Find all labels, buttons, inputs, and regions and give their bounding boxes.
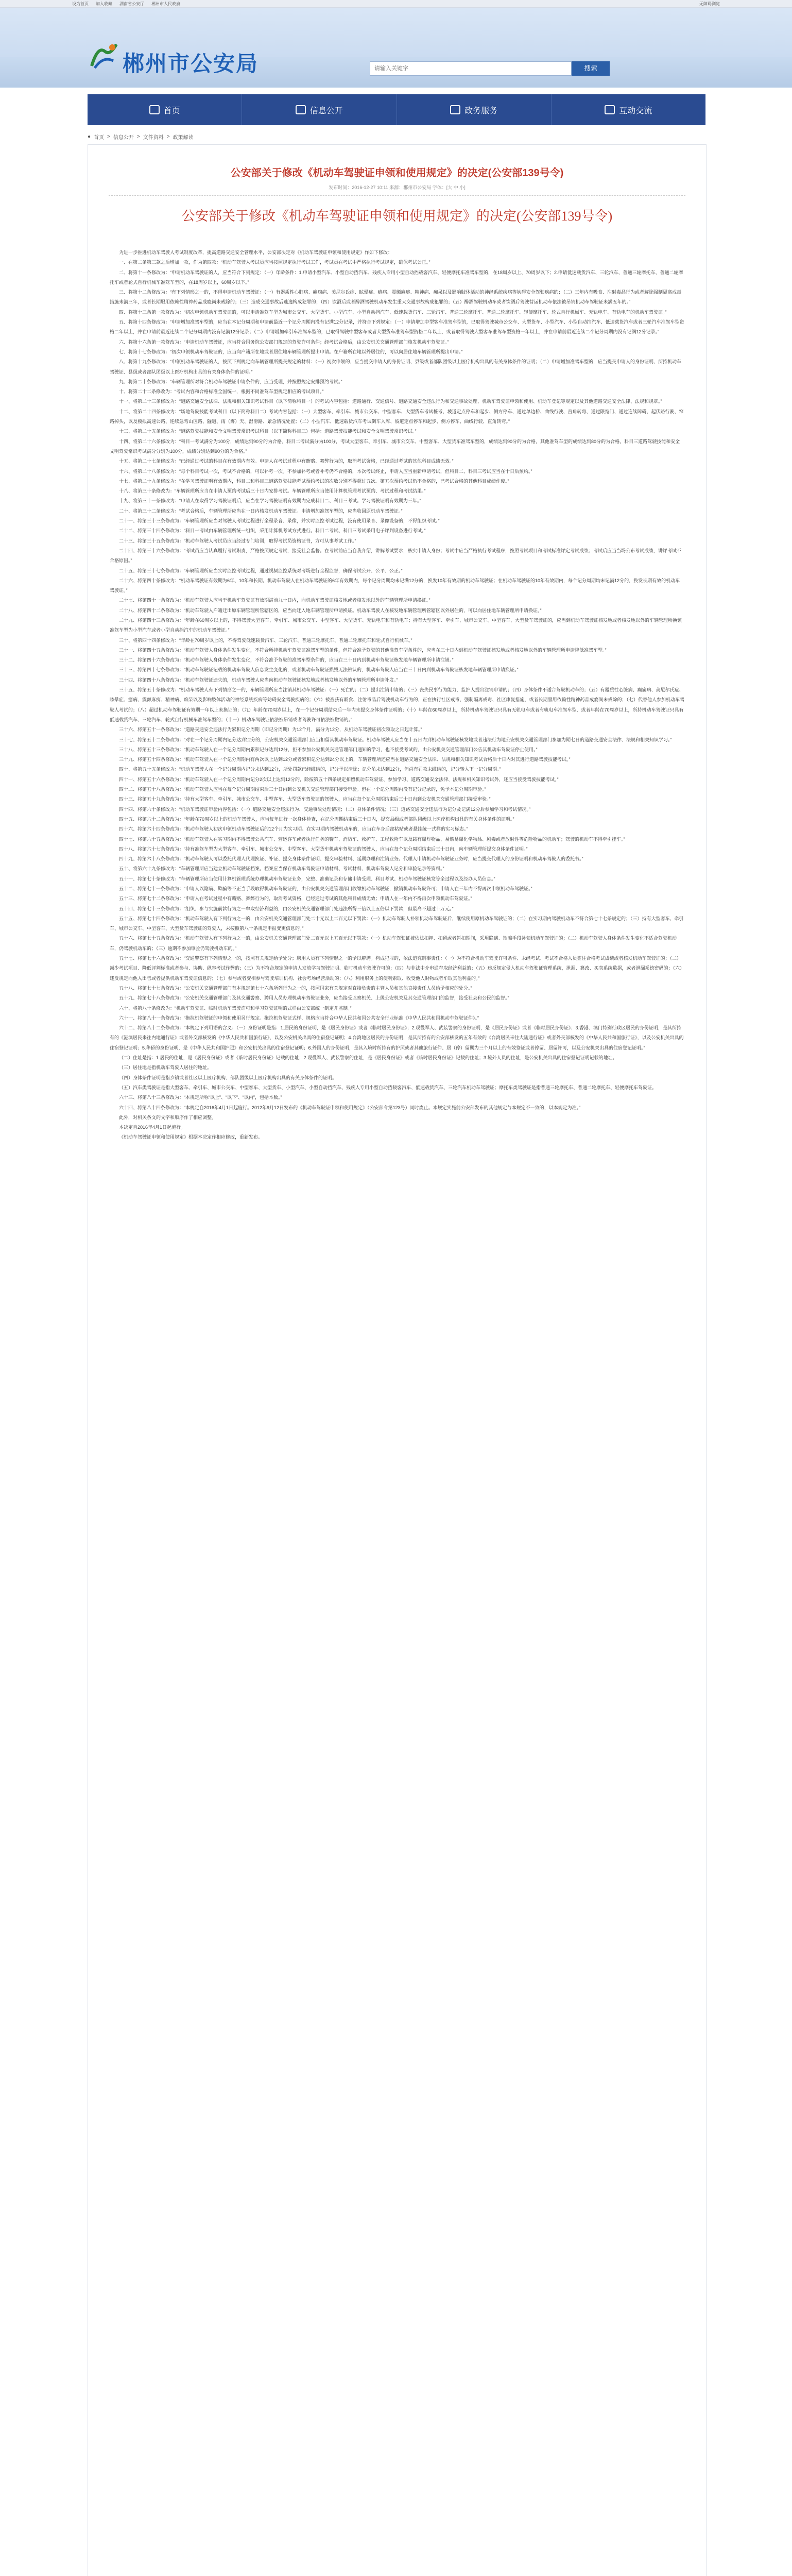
top-link[interactable]: 设为首页 (72, 2, 89, 6)
article-paragraph: 此外，对相关条文的文字和顺序作了相应调整。 (119, 1114, 217, 1120)
site-header (0, 8, 792, 88)
top-link[interactable]: 郴州市人民政府 (151, 2, 180, 6)
article-paragraph: 二十四、将第三十六条修改为：“考试员应当认真履行考试职责，严格按照规定考试，接受社会监督。在考试前应当自我介绍，讲解考试要求，核实申请人身份；考试中应当严格执行考试程序，按照考试项目和考试标准评定考试成绩；考试后应当当场公布考试成绩，讲评考试不合格原因。” (110, 548, 682, 564)
article-paragraph: 二十二、将第三十四条修改为：“科目一考试由车辆管理所统一组织，采用计算机考试方式进行。科目二考试、科目三考试采用电子评判设备进行考试。” (119, 528, 426, 534)
article-paragraph: 二十、将第三十二条修改为：“考试合格后，车辆管理所应当在一日内核发机动车驾驶证。申请增加准驾车型的，应当收回原机动车驾驶证。” (119, 508, 403, 514)
article-paragraph: 三十六、将第五十一条修改为：“道路交通安全违法行为累积记分周期（即记分周期）为12个月，满分为12分，从机动车驾驶证初次领取之日起计算。” (119, 727, 422, 733)
top-link[interactable]: 加入收藏 (96, 2, 112, 6)
article-paragraph: 四十八、将第六十七条修改为：“持有准驾车型为大型客车、牵引车、城市公交车、中型客车、大型货车机动车驾驶证的驾驶人，应当在每个记分周期结束后三十日内，向车辆管理所提交身体条件证明。” (119, 846, 528, 852)
top-link[interactable]: 湖南省公安厅 (119, 2, 144, 6)
search-input[interactable] (370, 62, 569, 75)
article-paragraph: （三）居住地是指机动车驾驶人居住的地址。 (119, 1065, 212, 1071)
location-icon: ● (88, 133, 91, 140)
article-paragraph: 三十七、将第五十二条修改为：“对在一个记分周期内记分达到12分的，公安机关交通管理部门应当扣留其机动车驾驶证。机动车驾驶人应当在十五日内到机动车驾驶证核发地或者违法行为地公安机关交通管理部门参加为期七日的道路交通安全法律、法规和相关知识学习。” (119, 737, 672, 742)
article-paragraph: 三十二、将第四十六条修改为：“机动车驾驶人身体条件发生变化，不符合准予驾驶的准驾车型条件的，应当在三十日内到机动车驾驶证核发地车辆管理所申请注销。” (119, 657, 454, 663)
article-paragraph: 三十四、将第四十八条修改为：“机动车驾驶证遗失的，机动车驾驶人应当向机动车驾驶证核发地或者核发地以外的车辆管理所申请补发。” (119, 677, 398, 683)
article-paragraph: 五十、将第六十九条修改为：“车辆管理所应当建立机动车驾驶证档案。档案应当保存机动车驾驶证申请材料、考试材料、机动车驾驶人记分和审验记录等资料。” (119, 866, 444, 872)
article-paragraph: 四十二、将第五十八条修改为：“机动车驾驶人应当在每个记分周期结束后三十日内到公安机关交通管理部门接受审验。但在一个记分周期内没有记分记录的，免予本记分周期审验。” (119, 787, 486, 792)
article-paragraph: 二十三、将第三十五条修改为：“机动车驾驶人考试员应当经过专门培训，取得考试员资格证书，方可从事考试工作。” (119, 538, 356, 544)
top-links (72, 1, 180, 7)
article-paragraph: 十八、将第三十条修改为：“车辆管理所应当在申请人预约考试后三十日内安排考试。车辆管理所应当使用计算机管理考试预约、考试过程和考试结果。” (119, 488, 426, 494)
article-paragraph: 本决定自2016年4月1日起施行。 (119, 1125, 186, 1130)
nav-item-home[interactable] (88, 94, 242, 125)
top-bar (0, 0, 792, 8)
article-paragraph: 五十三、将第七十二条修改为：“申请人在考试过程中有贿赂、舞弊行为的，取消考试资格，已经通过考试的其他科目成绩无效；申请人在一年内不得再次申领机动车驾驶证。” (119, 896, 472, 902)
article-paragraph: 《机动车驾驶证申领和使用规定》根据本决定作相应修改，重新发布。 (119, 1134, 263, 1140)
article-paragraph: 五十六、将第七十五条修改为：“机动车驾驶人有下列行为之一的，由公安机关交通管理部门处二百元以上五百元以下罚款：（一）机动车驾驶证被依法扣押、扣留或者暂扣期间，采用隐瞒、欺骗手段补领机动车驾驶证的；（二）机动车驾驶人身体条件发生变化不适合驾驶机动车，仍驾驶机动车的；（三）逾期不参加审验仍驾驶机动车的。” (110, 936, 677, 951)
article-subtitle: 公安部关于修改《机动车驾驶证申领和使用规定》的决定(公安部139号令) (181, 209, 613, 224)
article-paragraph: （五）汽车类驾驶证是指大型客车、牵引车、城市公交车、中型客车、大型货车、小型汽车、小型自动挡汽车、残疾人专用小型自动挡载客汽车、低速载货汽车、三轮汽车机动车驾驶证；摩托车类驾驶证是指普通三轮摩托车、普通二轮摩托车、轻便摩托车驾驶证。 (119, 1084, 657, 1090)
chat-icon (605, 105, 615, 114)
article-paragraph: 十一、将第二十三条修改为：“道路交通安全法律、法规和相关知识考试科目（以下简称科目一）的考试内容包括：道路通行、交通信号、道路交通安全违法行为和交通事故处理、机动车驾驶证申领和使用、机动车登记等规定以及其他道路交通安全法律、法规和规章。” (119, 399, 662, 404)
article-paragraph: 六十二、将第八十二条修改为：“本规定下列用语的含义：（一）身份证明是指：1.居民的身份证明，是《居民身份证》或者《临时居民身份证》；2.现役军人、武装警察的身份证明，是《居民身份证》或者《临时居民身份证》；3.香港、澳门特别行政区居民的身份证明，是其所持有的《港澳居民来往内地通行证》或者外交部核发的《中华人民共和国旅行证》，以及公安机关出具的住宿登记证明；4.台湾地区居民的身份证明，是其所持有的公安部核发的五年有效的《台湾居民来往大陆通行证》或者外交部核发的《中华人民共和国旅行证》，以及公安机关出具的住宿登记证明；5.华侨的身份证明，是《中华人民共和国护照》和公安机关出具的住宿登记证明；6.外国人的身份证明，是其入境时所持有的护照或者其他旅行证件、居（停）留期为三个月以上的有效签证或者停留、居留许可，以及公安机关出具的住宿登记证明。” (110, 1025, 684, 1050)
article-paragraph: 五、将第十四条修改为：“申请增加准驾车型的，应当在本记分周期和申请前最近一个记分周期内没有记满12分记录，并符合下列规定：（一）申请增加中型客车准驾车型的，已取得驾驶城市公交车、大型货车、小型汽车、小型自动挡汽车、低速载货汽车或者三轮汽车准驾车型资格二年以上，并在申请前最近连续二个记分周期内没有记满12分记录；（二）申请增加牵引车准驾车型的，已取得驾驶中型客车或者大型货车准驾车型资格二年以上，或者取得驾驶大型客车准驾车型资格一年以上，并在申请前最近连续二个记分周期内没有记满12分记录。” (110, 319, 684, 335)
article-paragraph: 三十、将第四十四条修改为：“年龄在70周岁以上的，不得驾驶低速载货汽车、三轮汽车、普通三轮摩托车、普通二轮摩托车和轮式自行机械车。” (119, 637, 412, 643)
article-paragraph: 五十九、将第七十八条修改为：“公安机关交通管理部门及其交通警察、聘用人员办理机动车驾驶证业务，应当接受监察机关、上级公安机关及其交通管理部门的监督，接受社会和公民的监督。” (119, 995, 509, 1001)
article-container (88, 144, 707, 2576)
article-title: 公安部关于修改《机动车驾驶证申领和使用规定》的决定(公安部139号令) (230, 167, 564, 179)
article-paragraph: 十四、将第二十六条修改为：“科目一考试满分为100分，成绩达到90分的为合格。科目二考试满分为100分，考试大型客车、牵引车、城市公交车、中型客车、大型货车准驾车型的，成绩达到90分的为合格，其他准驾车型的成绩达到80分的为合格。科目三道路驾驶技能和安全文明驾驶常识考试满分分别为100分，成绩分别达到90分的为合格。” (110, 438, 680, 454)
nav-item-interaction[interactable] (552, 94, 705, 125)
article-paragraph: 十三、将第二十五条修改为：“道路驾驶技能和安全文明驾驶常识考试科目（以下简称科目三）包括：道路驾驶技能考试和安全文明驾驶常识考试。” (119, 429, 417, 434)
accessibility-link[interactable]: 无障碍浏览 (699, 2, 720, 6)
search-box (370, 61, 572, 76)
article-paragraph: 六、将第十六条第一款修改为：“申请机动车驾驶证，应当符合国务院公安部门规定的驾驶许可条件；经考试合格后，由公安机关交通管理部门核发机动车驾驶证。” (119, 339, 449, 345)
article-paragraph: 六十三、将第八十三条修改为：“本规定所称“以上”、“以下”、“以内”，包括本数。” (119, 1095, 282, 1100)
article-paragraph: 三十三、将第四十七条修改为：“机动车驾驶证记载的机动车驾驶人信息发生变化的，或者机动车驾驶证损毁无法辨认的，机动车驾驶人应当在三十日内到机动车驾驶证核发地车辆管理所申请换证。” (119, 667, 519, 673)
article-paragraph: 四十六、将第六十四条修改为：“机动车驾驶人初次申领机动车驾驶证后的12个月为实习期。在实习期内驾驶机动车的，应当在车身后部粘贴或者悬挂统一式样的实习标志。” (119, 826, 468, 832)
breadcrumb-item[interactable]: 信息公开 (113, 134, 134, 141)
article-paragraph: 五十二、将第七十一条修改为：“申请人以隐瞒、欺骗等不正当手段取得机动车驾驶证的，由公安机关交通管理部门收缴机动车驾驶证，撤销机动车驾驶许可；申请人在三年内不得再次申领机动车驾驶证。” (119, 886, 532, 891)
article-paragraph: 二十七、将第四十一条修改为：“机动车驾驶人应当于机动车驾驶证有效期满前九十日内，向机动车驾驶证核发地或者核发地以外的车辆管理所申请换证。” (119, 598, 431, 603)
article-paragraph: 二十九、将第四十三条修改为：“年龄在60周岁以上的，不得驾驶大型客车、牵引车、城市公交车、中型客车、大型货车、无轨电车和有轨电车；持有大型客车、牵引车、城市公交车、中型客车、大型货车驾驶证的，应当到机动车驾驶证核发地或者核发地以外的车辆管理所换领准驾车型为小型汽车或者小型自动挡汽车的机动车驾驶证。” (110, 617, 682, 633)
article-paragraph: 十六、将第二十八条修改为：“每个科目考试一次，考试不合格的，可以补考一次。不参加补考或者补考仍不合格的，本次考试终止，申请人应当重新申请考试，但科目二、科目三考试应当在十日后预约。” (119, 468, 532, 474)
article-paragraph: 七、将第十七条修改为：“初次申领机动车驾驶证的，应当向户籍所在地或者居住地车辆管理所提出申请。在户籍所在地以外居住的，可以向居住地车辆管理所提出申请。” (119, 349, 463, 354)
article-paragraph: 五十五、将第七十四条修改为：“机动车驾驶人有下列行为之一的，由公安机关交通管理部门处二十元以上二百元以下罚款：（一）机动车驾驶人补领机动车驾驶证后，继续使用原机动车驾驶证的；（二）在实习期内驾驶机动车不符合第七十七条规定的；（三）持有大型客车、牵引车、城市公交车、中型客车、大型货车驾驶证的驾驶人，未按照第八十条规定申报变更信息的。” (110, 916, 684, 931)
article-paragraph: 二十五、将第三十七条修改为：“车辆管理所应当实时监控考试过程，通过视频监控系统对考场进行全程监督，确保考试公开、公平、公正。” (119, 568, 403, 573)
article-paragraph: 三、将第十二条修改为：“有下列情形之一的，不得申请机动车驾驶证：（一）有器质性心脏病、癫痫病、美尼尔氏症、眩晕症、癔病、震颤麻痹、精神病、痴呆以及影响肢体活动的神经系统疾病等妨碍安全驾驶疾病的；（二）三年内有吸食、注射毒品行为或者解除强制隔离戒毒措施未满三年，或者长期服用依赖性精神药品成瘾尚未戒除的；（三）造成交通事故后逃逸构成犯罪的；（四）饮酒后或者醉酒驾驶机动车发生重大交通事故构成犯罪的；（五）醉酒驾驶机动车或者饮酒后驾驶营运机动车依法被吊销机动车驾驶证未满五年的。” (110, 290, 682, 305)
breadcrumb: ● 首页 > 信息公开 > 文件资料 > 政策解读 (88, 133, 194, 141)
article-paragraph: 六十一、将第八十一条修改为：“拖拉机驾驶证的申领和使用另行规定。拖拉机驾驶证式样、规格应当符合中华人民共和国公共安全行业标准《中华人民共和国机动车驾驶证件》。” (119, 1015, 479, 1021)
article-paragraph: 四十三、将第五十九条修改为：“持有大型客车、牵引车、城市公交车、中型客车、大型货车驾驶证的驾驶人，应当在每个记分周期结束后三十日内到公安机关交通管理部门接受审验。” (119, 796, 491, 802)
breadcrumb-item[interactable]: 文件资料 (143, 134, 164, 141)
article-paragraph: 二十一、将第三十三条修改为：“车辆管理所应当对驾驶人考试过程进行全程录音、录像，并实时监控考试过程，没有使用录音、录像设备的，不得组织考试。” (119, 518, 440, 524)
article-body (110, 248, 684, 1143)
article-paragraph: 三十八、将第五十三条修改为：“机动车驾驶人在一个记分周期内累积记分达到12分，拒不参加公安机关交通管理部门通知的学习，也不接受考试的，由公安机关交通管理部门公告其机动车驾驶证停止使用。” (119, 747, 538, 752)
article-paragraph: 十、将第二十二条修改为：“考试内容和合格标准全国统一，根据不同准驾车型规定相应的考试项目。” (119, 389, 324, 395)
article-paragraph: 五十七、将第七十六条修改为：“交通警察有下列情形之一的，按照有关规定给予处分；聘用人员有下列情形之一的予以解聘。构成犯罪的，依法追究刑事责任：（一）为不符合机动车驾驶许可条件、未经考试、考试不合格人员签注合格考试成绩或者核发机动车驾驶证的；（二）减少考试项目、降低评判标准或者参与、协助、纵容考试作弊的；（三）为不符合规定的申请人发放学习驾驶证明、临时机动车驾驶许可的；（四）与非法中介串通牟取经济利益的；（五）违反规定侵入机动车驾驶证管理系统，泄漏、篡改、买卖系统数据，或者泄漏系统密码的；（六）违反规定向他人出售或者提供机动车驾驶证信息的；（七）参与或者变相参与驾驶培训机构、社会考场经营活动的；（八）利用职务上的便利索取、收受他人财物或者牟取其他利益的。” (110, 956, 685, 981)
nav-item-info[interactable] (242, 94, 397, 125)
article-paragraph: 二十八、将第四十二条修改为：“机动车驾驶人户籍迁出原车辆管理所管辖区的，应当向迁入地车辆管理所申请换证。机动车驾驶人在核发地车辆管理所管辖区以外居住的，可以向居住地车辆管理所申请换证。” (119, 607, 542, 613)
nav-item-service[interactable] (397, 94, 552, 125)
article-paragraph: 二十六、将第四十条修改为：“机动车驾驶证有效期为6年、10年和长期。机动车驾驶人在机动车驾驶证的6年有效期内，每个记分周期均未记满12分的，换发10年有效期的机动车驾驶证；在机动车驾驶证的10年有效期内，每个记分周期均未记满12分的，换发长期有效的机动车驾驶证。” (110, 578, 680, 594)
home-icon (149, 105, 160, 114)
article-paragraph: （四）身体条件证明是指乡镇或者社区以上医疗机构、部队团级以上医疗机构出具的有关身体条件的证明。 (119, 1075, 337, 1080)
nav-label: 互动交流 (619, 106, 652, 115)
article-paragraph: 四十四、将第六十条修改为：“机动车驾驶证审验内容包括：（一）道路交通安全违法行为、交通事故处理情况；（二）身体条件情况；（三）道路交通安全违法行为记分及记满12分后参加学习和考试情况。” (119, 806, 531, 812)
document-icon (296, 105, 306, 114)
breadcrumb-item[interactable]: 首页 (94, 134, 105, 141)
nav-label: 首页 (163, 106, 180, 115)
main-nav (88, 94, 705, 125)
article-paragraph: 三十一、将第四十五条修改为：“机动车驾驶人身体条件发生变化，不符合所持机动车驾驶证准驾车型的条件，但符合准予驾驶的其他准驾车型条件的，应当在三十日内到机动车驾驶证核发地或者核发地以外的车辆管理所申请降低准驾车型。” (119, 647, 607, 653)
article-paragraph: 四十五、将第六十二条修改为：“年龄在70周岁以上的机动车驾驶人，应当每年进行一次身体检查，在记分周期结束后三十日内，提交县级或者部队团级以上医疗机构出具的有关身体条件的证明。” (119, 816, 514, 822)
site-title: 郴州市公安局 (123, 51, 259, 76)
article-paragraph: 二、将第十一条修改为：“申请机动车驾驶证的人，应当符合下列规定：（一）年龄条件：1.申请小型汽车、小型自动挡汽车、残疾人专用小型自动挡载客汽车、轻便摩托车准驾车型的，在18周岁以上、70周岁以下；2.申请低速载货汽车、三轮汽车、普通三轮摩托车、普通二轮摩托车或者轮式自行机械车准驾车型的，在18周岁以上，60周岁以下。” (110, 269, 683, 285)
article-meta: 发布时间：2016-12-27 10:11 来源：郴州市公安局 字体：[大 中 小] (329, 185, 466, 190)
article-paragraph: 六十、将第八十条修改为：“机动车驾驶证、临时机动车驾驶许可和学习驾驶证明的式样由公安部统一制定并监制。” (119, 1005, 352, 1011)
article-paragraph: 四十七、将第六十五条修改为：“机动车驾驶人在实习期内不得驾驶公共汽车、营运客车或者执行任务的警车、消防车、救护车、工程救险车以及载有爆炸物品、易燃易爆化学物品、剧毒或者放射性等危险物品的机动车；驾驶的机动车不得牵引挂车。” (119, 836, 625, 842)
article-paragraph: 六十四、将第八十四条修改为：“本规定自2016年4月1日起施行。2012年9月12日发布的《机动车驾驶证申领和使用规定》（公安部令第123号）同时废止。本规定实施前公安部发布的其他规定与本规定不一致的，以本规定为准。” (119, 1105, 581, 1110)
article-paragraph: 十七、将第二十九条修改为：“在学习驾驶证明有效期内，科目二和科目三道路驾驶技能考试预约考试的次数分别不得超过五次。第五次预约考试仍不合格的，已考试合格的其他科目成绩作废。” (119, 478, 509, 484)
article-paragraph: 四十九、将第六十八条修改为：“机动车驾驶人可以委托代理人代理换证、补证、提交身体条件证明、提交审验材料、延期办理和注销业务。代理人申请机动车驾驶证业务时，应当提交代理人的身份证明和机动车驾驶人的委托书。” (119, 856, 583, 862)
divider (109, 195, 685, 196)
article-paragraph: 为进一步推进机动车驾驶人考试制度改革，提高道路交通安全管理水平，公安部决定对《机动车驾驶证申领和使用规定》作如下修改： (119, 250, 393, 255)
article-paragraph: 十九、将第三十一条修改为：“申请人在取得学习驾驶证明后，应当在学习驾驶证明有效期内完成科目二、科目三考试。学习驾驶证明有效期为三年。” (119, 498, 421, 504)
article-paragraph: 五十八、将第七十七条修改为：“公安机关交通管理部门有本规定第七十六条所列行为之一的，按照国家有关规定对直接负责的主管人员和其他直接责任人员给予相应的处分。” (119, 985, 472, 991)
article-paragraph: 三十五、将第五十条修改为：“机动车驾驶人有下列情形之一的，车辆管理所应当注销其机动车驾驶证：（一）死亡的；（二）提出注销申请的；（三）丧失民事行为能力，监护人提出注销申请的；（四）身体条件不适合驾驶机动车的；（五）有器质性心脏病、癫痫病、美尼尔氏症、眩晕症、癔病、震颤麻痹、精神病、痴呆以及影响肢体活动的神经系统疾病等妨碍安全驾驶疾病的；（六）被查获有吸食、注射毒品后驾驶机动车行为的，正在执行社区戒毒、强制隔离戒毒、社区康复措施，或者长期服用依赖性精神药品成瘾尚未戒除的；（七）代替他人参加机动车驾驶人考试的；（八）超过机动车驾驶证有效期一年以上未换证的；（九）年龄在70周岁以上，在一个记分周期结束后一年内未提交身体条件证明的；（十）年龄在60周岁以上，所持机动车驾驶证只具有无轨电车或者有轨电车准驾车型，或者年龄在70周岁以上，所持机动车驾驶证只具有低速载货汽车、三轮汽车、轮式自行机械车准驾车型的；（十一）机动车驾驶证依法被吊销或者驾驶许可依法被撤销的。” (110, 687, 685, 722)
article-paragraph: 十五、将第二十七条修改为：“已经通过考试的科目在有效期内有效。申请人在考试过程中有贿赂、舞弊行为的，取消考试资格，已经通过考试的其他科目成绩无效。” (119, 459, 454, 464)
breadcrumb-item[interactable]: 政策解读 (173, 134, 194, 141)
article-paragraph: 九、将第二十条修改为：“车辆管理所对符合机动车驾驶证申请条件的，应当受理，并按照规定安排预约考试。” (119, 379, 342, 384)
article-paragraph: 一、在第二条第三款之后增加一款，作为第四款：“机动车驾驶人考试员应当按照规定执行考试工作，考试员在考试中严格执行考试规定，确保考试公正。” (119, 260, 431, 265)
article-paragraph: 五十一、将第七十条修改为：“车辆管理所应当使用计算机管理系统办理机动车驾驶证业务，完整、准确记录和存储申请受理、科目考试、机动车驾驶证核发等全过程以及经办人员信息。” (119, 876, 495, 882)
article-paragraph: 四十一、将第五十六条修改为：“机动车驾驶人在一个记分周期内记分2次以上达到12分的，除按第五十四条规定扣留机动车驾驶证、参加学习、道路交通安全法律、法规和相关知识考试外，还应当接受驾驶技能考试。” (119, 776, 559, 782)
nav-label: 信息公开 (309, 106, 343, 115)
article-paragraph: （二）住址是指：1.居民的住址，是《居民身份证》或者《临时居民身份证》记载的住址；2.现役军人、武装警察的住址，是《居民身份证》或者《临时居民身份证》记载的住址；3.境外人员的住址，是公安机关出具的住宿登记证明记载的地址。 (119, 1055, 617, 1061)
search-button[interactable]: 搜索 (572, 61, 610, 76)
article-paragraph: 八、将第十九条修改为：“申领机动车驾驶证的人，按照下列规定向车辆管理所提交规定的材料：（一）初次申领的，应当提交申请人的身份证明、县级或者部队团级以上医疗机构出具的有关身体条件的证明；（二）申请增加准驾车型的，应当提交申请人的身份证明、所持机动车驾驶证、县级或者部队团级以上医疗机构出具的有关身体条件的证明。” (110, 359, 682, 375)
article-paragraph: 五十四、将第七十三条修改为：“组织、参与实施前款行为之一牟取经济利益的，由公安机关交通管理部门处违法所得三倍以上五倍以下罚款，但最高不超过十万元。” (119, 906, 454, 911)
service-icon (450, 105, 460, 114)
article-paragraph: 三十九、将第五十四条修改为：“机动车驾驶人在一个记分周期内有两次以上达到12分或者累积记分达到24分以上的，车辆管理所还应当在道路交通安全法律、法规和相关知识考试合格后十日内对其进行道路驾驶技能考试。” (119, 757, 571, 762)
nav-label: 政务服务 (464, 106, 498, 115)
article-paragraph: 十二、将第二十四条修改为：“场地驾驶技能考试科目（以下简称科目二）考试内容包括：（一）大型客车、牵引车、城市公交车、中型客车、大型货车考试桩考、坡道定点停车和起步、侧方停车、通过单边桥、曲线行驶、直角转弯、通过限宽门、通过连续障碍、起伏路行驶、窄路掉头，以及模拟高速公路、连续急弯山区路、隧道、雨（雾）天、湿滑路、紧急情况处置；（二）小型汽车、低速载货汽车考试倒车入库、坡道定点停车和起步、侧方停车、曲线行驶、直角转弯。” (110, 409, 684, 425)
article-paragraph: 四十、将第五十五条修改为：“机动车驾驶人在一个记分周期内记分未达到12分，所处罚款已经缴纳的，记分予以清除；记分虽未达到12分，但尚有罚款未缴纳的，记分转入下一记分周期。” (119, 767, 501, 772)
site-logo-icon (88, 40, 120, 71)
article-paragraph: 四、将第十三条第一款修改为：“初次申领机动车驾驶证的，可以申请准驾车型为城市公交车、大型货车、小型汽车、小型自动挡汽车、低速载货汽车、三轮汽车、普通三轮摩托车、普通二轮摩托车、轻便摩托车、轮式自行机械车、无轨电车、有轨电车的机动车驾驶证。” (119, 309, 667, 315)
